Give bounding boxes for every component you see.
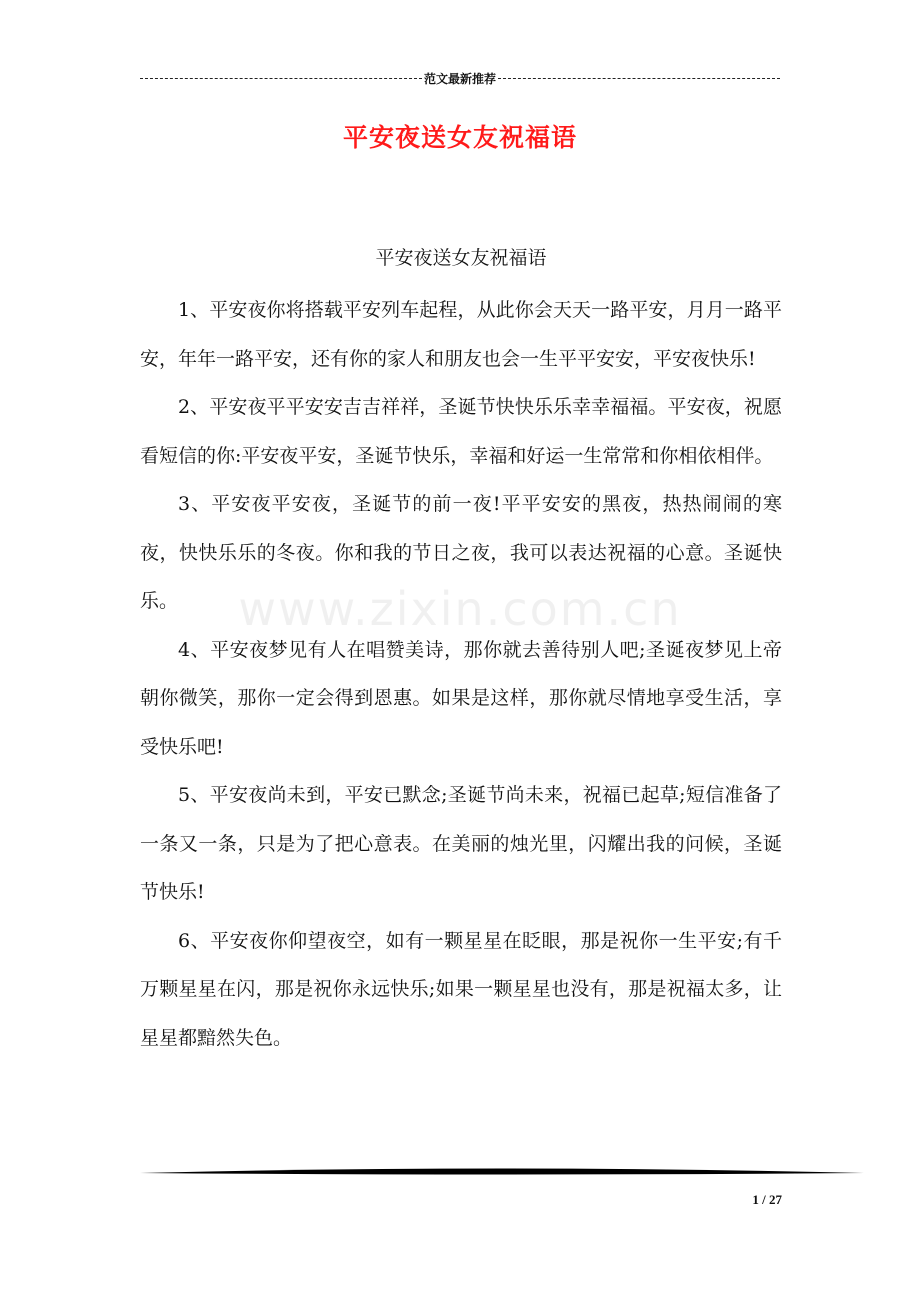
document-title: 平安夜送女友祝福语 [342,123,577,152]
paragraph-2: 2、平安夜平平安安吉吉祥祥，圣诞节快快乐乐幸幸福福。平安夜，祝愿看短信的你:平安夜平安，圣诞节快乐，幸福和好运一生常常和你相依相伴。 [140,396,782,467]
paragraph-5: 5、平安夜尚未到，平安已默念;圣诞节尚未来，祝福已起草;短信准备了一条又一条，只是为了把心意表。在美丽的烛光里，闪耀出我的问候，圣诞节快乐! [140,784,782,903]
page-header [140,68,780,88]
footer-rule [140,1166,864,1180]
header-label: 范文最新推荐 [424,71,497,86]
paragraph-6: 6、平安夜你仰望夜空，如有一颗星星在眨眼，那是祝你一生平安;有千万颗星星在闪，那是祝你永远快乐;如果一颗星星也没有，那是祝福太多，让星星都黯然失色。 [140,929,782,1049]
paragraph-1: 1、平安夜你将搭载平安列车起程，从此你会天天一路平安，月月一路平安，年年一路平安，还有你的家人和朋友也会一生平平安安，平安夜快乐! [140,299,782,370]
paragraph-3: 3、平安夜平安夜，圣诞节的前一夜!平平安安的黑夜，热热闹闹的寒夜，快快乐乐的冬夜。你和我的节日之夜，我可以表达祝福的心意。圣诞快乐。 [140,493,782,612]
page-number: 1 / 27 [752,1192,782,1207]
document-body [140,236,782,1062]
watermark: www.zixin.com.cn [238,582,682,636]
paragraph-4: 4、平安夜梦见有人在唱赞美诗，那你就去善待别人吧;圣诞夜梦见上帝朝你微笑，那你一定会得到恩惠。如果是这样，那你就尽情地享受生活，享受快乐吧! [140,638,782,758]
document-subtitle: 平安夜送女友祝福语 [375,247,547,269]
header-dash-left [140,78,422,79]
header-dash-right [498,78,780,79]
